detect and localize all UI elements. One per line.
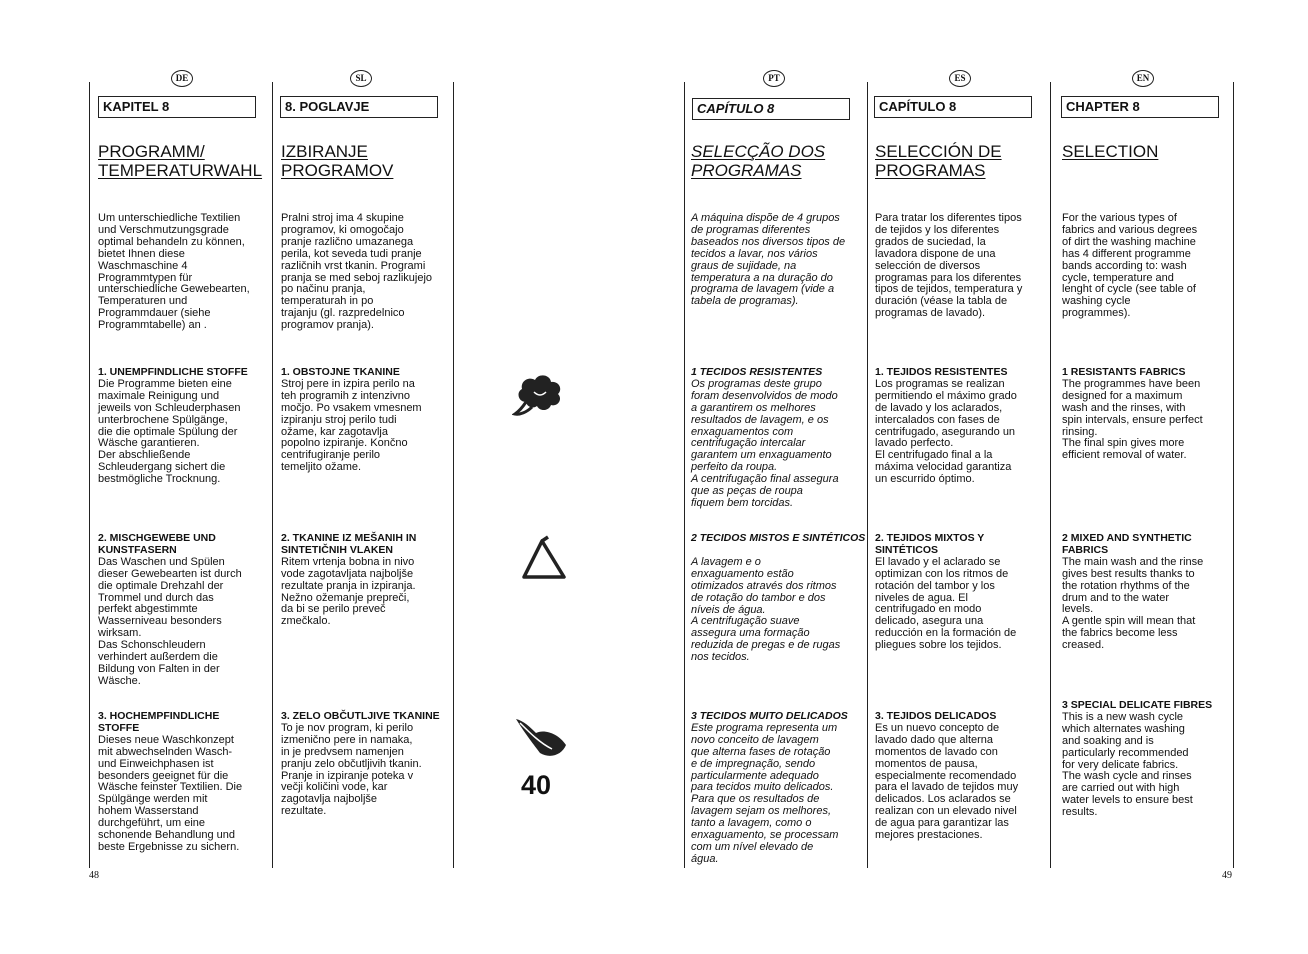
section-3-heading: 3. TEJIDOS DELICADOS <box>875 710 997 722</box>
section-title: SELECCIÓN DE PROGRAMAS <box>875 142 1002 180</box>
section-3 <box>1062 700 1230 819</box>
section-1-heading: 1 RESISTANTS FABRICS <box>1062 366 1186 378</box>
intro-text: For the various types of fabrics and various degrees of dirt the washing machine has 4 different programme bands according to: wash cycle, temperature and lenght of cycle (see table of washing cycle programmes). <box>1062 212 1198 320</box>
section-2 <box>281 533 441 628</box>
language-badge: SL <box>350 70 372 87</box>
section-1 <box>875 367 1047 486</box>
section-3-heading: 3. HOCHEMPFINDLICHE STOFFE <box>98 710 220 734</box>
language-badge: DE <box>171 70 193 87</box>
section-3 <box>875 711 1047 842</box>
section-1-heading: 1. TEJIDOS RESISTENTES <box>875 366 1008 378</box>
section-1-body: Stroj pere in izpira perilo na teh programih z intenzivno močjo. Po vsakem vmesnem izpiranju stroj perilo tudi ožame, kar zagotavlja popolno izpiranje. Končno centrifugiranje perilo temeljito ožame. <box>281 377 422 474</box>
chapter-heading: KAPITEL 8 <box>98 96 256 118</box>
section-2-body: El lavado y el aclarado se optimizan con los ritmos de rotación del tambor y los niveles de agua. El centrifugado en modo delicado, asegura una reducción en la formación de pliegues sobre los tejidos. <box>875 555 1017 652</box>
section-3-heading: 3. ZELO OBČUTLJIVE TKANINE <box>281 710 440 722</box>
section-2 <box>98 533 258 688</box>
column-divider <box>1233 82 1234 868</box>
section-3-body: Este programa representa um novo conceito de lavagem que alterna fases de rotação e de impregnação, sendo particularmente adequado para tecidos muito delicados. Para que os resultados de lavagem sejam os melhores, tanto a lavagem, como o enxaguamento, se processam com um nível elevado de água. <box>691 721 839 865</box>
section-2-body: Ritem vrtenja bobna in nivo vode zagotavljata najboljše rezultate pranja in izpiranja. Nežno ožemanje prepreči, da bi se perilo preveč zmečkalo. <box>281 555 416 628</box>
language-badge: PT <box>763 70 785 87</box>
section-1-body: The programmes have been designed for a maximum wash and the rinses, with spin intervals, ensure perfect rinsing. The final spin gives more efficient removal of water. <box>1062 377 1203 462</box>
section-1-heading: 1. UNEMPFINDLICHE STOFFE <box>98 366 248 378</box>
section-3 <box>98 711 258 854</box>
section-3-body: To je nov program, ki perilo izmenično pere in namaka, in je predvsem namenjen pranju zelo občutljivih tkanin. Pranje in izpiranje poteka v večji količini vode, kar zagotavlja najboljše rezultate. <box>281 721 422 818</box>
page-number-left: 48 <box>89 870 99 881</box>
section-1-heading: 1. OBSTOJNE TKANINE <box>281 366 400 378</box>
temperature-label: 40 <box>521 770 552 800</box>
section-1-body: Los programas se realizan permitiendo el máximo grado de lavado y los aclarados, intercalados con fases de centrifugado, asegurando un lavado perfecto. El centrifugado final a la máxima velocidad garantiza un escurrido óptimo. <box>875 377 1017 486</box>
section-2-heading: 2. TEJIDOS MIXTOS Y SINTÉTICOS <box>875 532 985 556</box>
section-1-heading: 1 TECIDOS RESISTENTES <box>691 366 823 378</box>
cotton-icon <box>512 370 568 418</box>
section-3-heading: 3 TECIDOS MUITO DELICADOS <box>691 710 848 722</box>
intro-text: Um unterschiedliche Textilien und Verschmutzungsgrade optimal behandeln zu können, bietet Ihnen diese Waschmaschine 4 Programmtypen für unterschiedliche Gewebearten, Temperaturen und Programmdauer (siehe Programmtabelle) an . <box>98 212 250 332</box>
section-3-body: Es un nuevo concepto de lavado dado que alterna momentos de lavado con momentos de pausa, especialmente recomendado para el lavado de tejidos muy delicados. Los aclarados se realizan con un elevado nivel de agua para garantizar las mejores prestaciones. <box>875 721 1019 842</box>
intro-text: A máquina dispõe de 4 grupos de programas diferentes baseados nos diversos tipos de tecidos a lavar, nos vários graus de sujidade, na temperatura a na duração do programa de lavagem (vide a tabela de programas). <box>691 212 846 308</box>
section-2 <box>691 533 866 664</box>
column-divider <box>89 82 90 868</box>
column-divider <box>1050 82 1051 868</box>
intro-text: Para tratar los diferentes tipos de tejidos y los diferentes grados de suciedad, la lavadora dispone de una selección de diversos programas para los diferentes tipos de tejidos, temperatura y duración (véase la tabla de programas de lavado). <box>875 212 1023 320</box>
chapter-heading: CHAPTER 8 <box>1061 96 1219 118</box>
section-2-body: Das Waschen und Spülen dieser Gewebearten ist durch die optimale Drehzahl der Trommel und durch das perfekt abgestimmte Wasserniveau besonders wirksam. Das Schonschleudern verhindert außerdem die Bildung von Falten in der Wäsche. <box>98 555 242 687</box>
column-divider <box>684 82 685 868</box>
section-2-heading: 2 MIXED AND SYNTHETIC FABRICS <box>1062 532 1192 556</box>
language-badge: ES <box>949 70 971 87</box>
section-1 <box>691 367 866 510</box>
section-1 <box>1062 367 1230 462</box>
section-2-body: The main wash and the rinse gives best results thanks to the rotation rhythms of the drum and to the water levels. A gentle spin will mean that the fabrics become less creased. <box>1062 555 1204 652</box>
section-3-heading: 3 SPECIAL DELICATE FIBRES <box>1062 699 1213 711</box>
section-3-body: Dieses neue Waschkonzept mit abwechselnden Wasch- und Einweichphasen ist besonders geeignet für die Wäsche feinster Textilien. Die Spülgänge werden mit hohem Wasserstand durchgeführt, um eine schonende Behandlung und beste Ergebnisse zu sichern. <box>98 733 243 853</box>
triangle-icon <box>518 535 570 583</box>
section-2-body: A lavagem e o enxaguamento estão otimizados através dos ritmos de rotação do tambor e dos níveis de água. A centrifugação suave assegura uma formação reduzida de pregas e de rugas nos tecidos. <box>691 555 841 664</box>
section-1 <box>98 367 258 486</box>
section-title: SELECTION <box>1062 142 1159 161</box>
section-3 <box>281 711 441 818</box>
section-2 <box>1062 533 1230 652</box>
section-title: SELECÇÃO DOS PROGRAMAS <box>691 142 826 180</box>
chapter-heading: 8. POGLAVJE <box>280 96 438 118</box>
page-number-right: 49 <box>1222 870 1232 881</box>
section-1-body: Os programas deste grupo foram desenvolvidos de modo a garantirem os melhores resultados de lavagem, e os enxaguamentos com centrifugação intercalar garantem um enxaguamento perfeito da roupa. A centrifugação final assegura que as peças de roupa fiquem bem torcidas. <box>691 377 839 509</box>
chapter-heading: CAPÍTULO 8 <box>692 98 850 120</box>
section-2-heading: 2. TKANINE IZ MEŠANIH IN SINTETIČNIH VLAKEN <box>281 532 417 556</box>
chapter-heading: CAPÍTULO 8 <box>874 96 1032 118</box>
column-divider <box>453 82 454 868</box>
section-title: PROGRAMM/ TEMPERATURWAHL <box>98 142 263 180</box>
feather-icon <box>510 715 570 765</box>
section-3-body: This is a new wash cycle which alternates washing and soaking and is particularly recommended for very delicate fabrics. The wash cycle and rinses are carried out with high water levels to ensure best results. <box>1062 710 1193 819</box>
section-1-body: Die Programme bieten eine maximale Reinigung und jeweils von Schleuderphasen unterbrochene Spülgänge, die die optimale Spülung der Wäsche garantieren. Der abschließende Schleudergang sichert die bestmögliche Trocknung. <box>98 377 241 486</box>
section-2 <box>875 533 1047 652</box>
intro-text: Pralni stroj ima 4 skupine programov, ki omogočajo pranje različno umazanega perila, kot seveda tudi pranje različnih vrst tkanin. Programi pranja se med seboj razlikujejo po načinu pranja, temperaturah in po trajanju (gl. razpredelnico programov pranja). <box>281 212 433 332</box>
section-3 <box>691 711 866 866</box>
section-2-heading: 2. MISCHGEWEBE UND KUNSTFASERN <box>98 532 216 556</box>
section-1 <box>281 367 441 474</box>
column-divider <box>867 82 868 868</box>
column-divider <box>272 82 273 868</box>
section-2-heading: 2 TECIDOS MISTOS E SINTÉTICOS <box>691 532 866 544</box>
language-badge: EN <box>1132 70 1154 87</box>
section-title: IZBIRANJE PROGRAMOV <box>281 142 394 180</box>
